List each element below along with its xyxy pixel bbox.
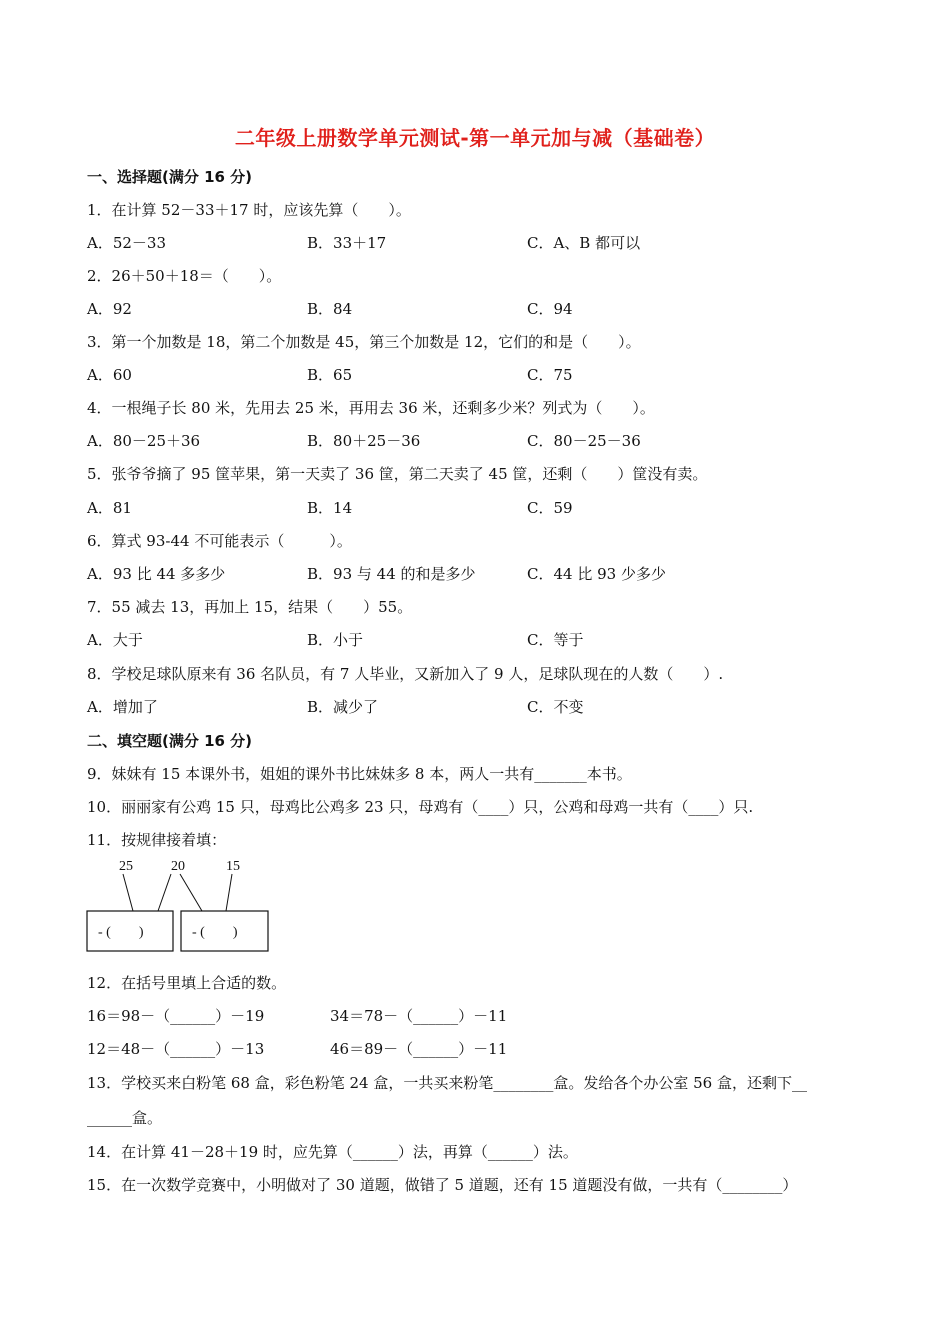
question-7-option-b: B．小于 bbox=[307, 631, 364, 649]
question-4-option-a: A．80－25＋36 bbox=[87, 432, 201, 450]
question-6-option-b: B．93 与 44 的和是多少 bbox=[307, 565, 476, 583]
diagram-connector-right-a bbox=[180, 874, 202, 911]
diagram-number-25: 25 bbox=[119, 859, 133, 874]
question-10: 10．丽丽家有公鸡 15 只，母鸡比公鸡多 23 只，母鸡有（____）只，公鸡和母鸡一共有（____）只. bbox=[87, 798, 754, 816]
question-4-option-b: B．80＋25－36 bbox=[307, 432, 421, 450]
diagram-connector-right-b bbox=[226, 874, 232, 911]
diagram-box-1-label: - ( ) bbox=[98, 925, 144, 940]
question-3-option-b: B．65 bbox=[307, 366, 353, 384]
question-12: 12．在括号里填上合适的数。 bbox=[87, 974, 287, 992]
question-7-option-a: A．大于 bbox=[87, 631, 143, 649]
question-3-option-a: A．60 bbox=[87, 366, 132, 384]
question-5-option-b: B．14 bbox=[307, 499, 353, 517]
question-12-item-1: 16＝98－（______）－19 bbox=[87, 1007, 265, 1025]
question-13-line-2: ______盒。 bbox=[87, 1109, 163, 1127]
diagram-number-15: 15 bbox=[226, 859, 240, 874]
question-15: 15．在一次数学竞赛中，小明做对了 30 道题，做错了 5 道题，还有 15 道题没有做，一共有（________） bbox=[87, 1176, 798, 1194]
question-14: 14．在计算 41－28＋19 时，应先算（______）法，再算（______）法。 bbox=[87, 1143, 578, 1161]
question-7-option-c: C．等于 bbox=[527, 631, 584, 649]
section-heading-choice: 一、选择题(满分 16 分) bbox=[87, 168, 253, 186]
question-8-option-b: B．减少了 bbox=[307, 698, 379, 716]
question-6: 6．算式 93-44 不可能表示（ ）。 bbox=[87, 532, 352, 550]
question-1-option-c: C．A、B 都可以 bbox=[527, 234, 641, 252]
question-2: 2．26＋50＋18＝（ ）。 bbox=[87, 267, 282, 285]
question-4-option-c: C．80－25－36 bbox=[527, 432, 641, 450]
question-6-option-c: C．44 比 93 少多少 bbox=[527, 565, 666, 583]
question-2-option-a: A．92 bbox=[87, 300, 132, 318]
question-9: 9．妹妹有 15 本课外书，姐姐的课外书比妹妹多 8 本，两人一共有_______本书。 bbox=[87, 765, 632, 783]
question-3: 3．第一个加数是 18，第二个加数是 45，第三个加数是 12，它们的和是（ ）。 bbox=[87, 333, 641, 351]
question-3-option-c: C．75 bbox=[527, 366, 573, 384]
question-8-option-a: A．增加了 bbox=[87, 698, 158, 716]
question-1-option-a: A．52－33 bbox=[87, 234, 167, 252]
question-1: 1．在计算 52－33＋17 时，应该先算（ ）。 bbox=[87, 201, 411, 219]
question-12-item-4: 46＝89－（______）－11 bbox=[330, 1040, 508, 1058]
question-6-option-a: A．93 比 44 多多少 bbox=[87, 565, 226, 583]
question-1-option-b: B．33＋17 bbox=[307, 234, 387, 252]
question-8: 8．学校足球队原来有 36 名队员，有 7 人毕业，又新加入了 9 人，足球队现在的人数（ ）. bbox=[87, 665, 724, 683]
question-8-option-c: C．不变 bbox=[527, 698, 584, 716]
question-11: 11．按规律接着填： bbox=[87, 831, 227, 849]
question-12-item-2: 34＝78－（______）－11 bbox=[330, 1007, 508, 1025]
diagram-box-2-label: - ( ) bbox=[192, 925, 238, 940]
page-title: 二年级上册数学单元测试-第一单元加与减（基础卷） bbox=[234, 126, 716, 150]
question-2-option-c: C．94 bbox=[527, 300, 573, 318]
sequence-diagram bbox=[86, 856, 276, 956]
question-4: 4．一根绳子长 80 米，先用去 25 米，再用去 36 米，还剩多少米？列式为（ ）。 bbox=[87, 399, 655, 417]
question-5: 5．张爷爷摘了 95 筐苹果，第一天卖了 36 筐，第二天卖了 45 筐，还剩（ ）筐没有卖。 bbox=[87, 465, 708, 483]
question-7: 7．55 减去 13，再加上 15，结果（ ）55。 bbox=[87, 598, 413, 616]
question-2-option-b: B．84 bbox=[307, 300, 353, 318]
question-5-option-a: A．81 bbox=[87, 499, 132, 517]
question-5-option-c: C．59 bbox=[527, 499, 573, 517]
diagram-number-20: 20 bbox=[171, 859, 185, 874]
question-13-line-1: 13．学校买来白粉笔 68 盒，彩色粉笔 24 盒，一共买来粉笔________盒。发给各个办公室 56 盒，还剩下__ bbox=[87, 1074, 807, 1092]
diagram-connector-left-a bbox=[123, 874, 133, 911]
diagram-connector-left-b bbox=[158, 874, 171, 911]
section-heading-fill: 二、填空题(满分 16 分) bbox=[87, 732, 253, 750]
question-12-item-3: 12＝48－（______）－13 bbox=[87, 1040, 265, 1058]
